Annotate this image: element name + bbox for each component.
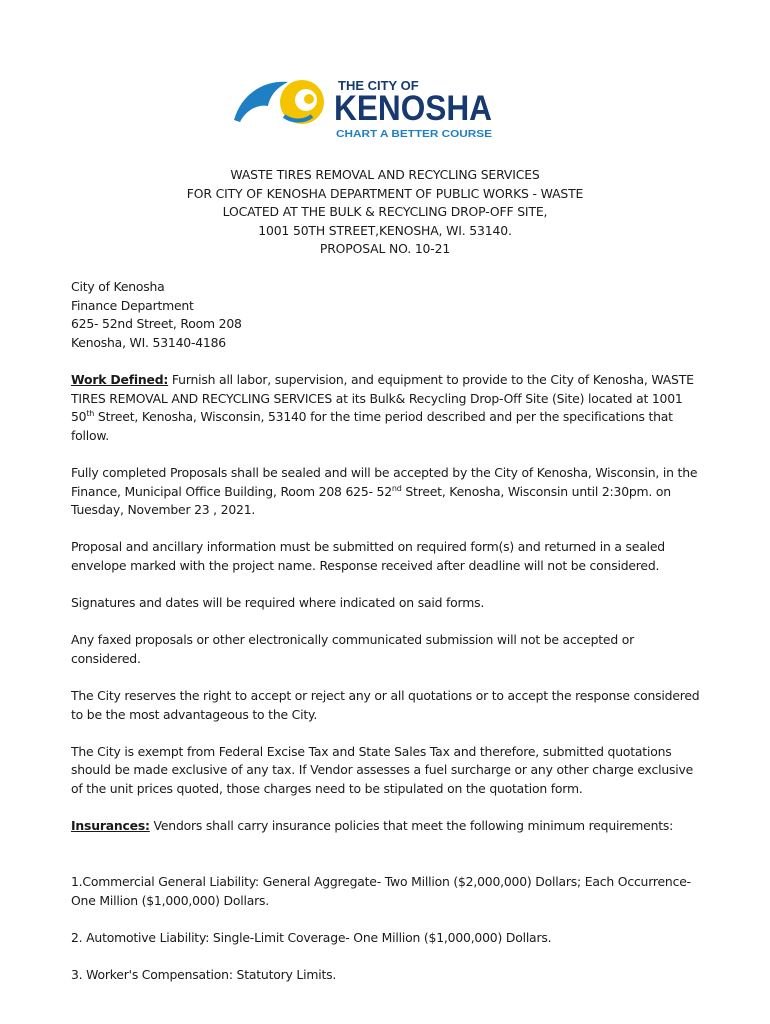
title-line: FOR CITY OF KENOSHA DEPARTMENT OF PUBLIC WORKS - WASTE: [186, 185, 584, 201]
signatures-paragraph: Signatures and dates will be required where indicated on said forms.: [71, 595, 485, 611]
submission-paragraph: Proposal and ancillary information must be submitted on required form(s) and returned in a sealed envelope marked with the project name. Response received after deadline will not be considered.: [71, 539, 665, 573]
document-body: [71, 278, 707, 1003]
insurance-item: 3. Worker's Compensation: Statutory Limits.: [71, 966, 337, 982]
proposal-number: PROPOSAL NO. 10-21: [319, 241, 451, 257]
address-line: Finance Department: [71, 297, 194, 313]
address-line: City of Kenosha: [71, 279, 165, 294]
insurance-item: 2. Automotive Liability: Single-Limit Coverage- One Million ($1,000,000) Dollars.: [71, 929, 552, 945]
work-defined-label: Work Defined:: [71, 371, 169, 387]
rights-paragraph: The City reserves the right to accept or reject any or all quotations or to accept the response considered to be the most advantageous to the City.: [71, 688, 700, 722]
title-line: 1001 50TH STREET,KENOSHA, WI. 53140.: [258, 222, 512, 238]
insurances-label: Insurances:: [71, 818, 150, 834]
work-defined-paragraph: [71, 371, 707, 445]
proposals-text-b: Street, Kenosha, Wisconsin until 2:30pm. on Tuesday, November 23 , 2021.: [71, 483, 671, 518]
recipient-address: [71, 278, 707, 352]
logo-line1: THE CITY OF: [338, 78, 419, 93]
tax-paragraph: The City is exempt from Federal Excise Tax and State Sales Tax and therefore, submitted quotations should be made exclusive of any tax. If Vendor assesses a fuel surcharge or any other charge exclusive of the unit prices quoted, those charges need to be stipulated on the quotation form.: [71, 743, 694, 797]
title-line: WASTE TIRES REMOVAL AND RECYCLING SERVICES: [230, 167, 540, 182]
logo-tagline: CHART A BETTER COURSE: [336, 129, 493, 140]
wave-emblem-icon: [232, 74, 497, 144]
proposals-paragraph: [71, 464, 707, 520]
address-line: Kenosha, WI. 53140-4186: [71, 334, 226, 350]
logo-line2: KENOSHA: [334, 89, 492, 128]
work-text-a: Furnish all labor, supervision, and equipment to provide to the City of Kenosha, WASTE TIRES REMOVAL AND RECYCLING SERVICES at its Bulk& Recycling Drop-Off Site (Site) located at 1001 50: [71, 371, 694, 425]
work-sup: th: [86, 409, 95, 419]
document-title: [60, 166, 710, 259]
title-line: LOCATED AT THE BULK & RECYCLING DROP-OFF SITE,: [222, 204, 548, 220]
insurances-text: Vendors shall carry insurance policies that meet the following minimum requirements:: [149, 818, 674, 834]
insurance-item: 1.Commercial General Liability: General Aggregate- Two Million ($2,000,000) Dollars; Each Occurrence- One Million ($1,000,000) Dollars.: [71, 874, 691, 908]
work-text-b: Street, Kenosha, Wisconsin, 53140 for the time period described and per the specifications that follow.: [71, 409, 673, 443]
insurances-paragraph: [71, 817, 707, 836]
address-line: 625- 52nd Street, Room 208: [71, 316, 242, 332]
city-of-kenosha-logo: [232, 74, 497, 144]
fax-paragraph: Any faxed proposals or other electronically communicated submission will not be accepted or considered.: [71, 632, 635, 666]
proposals-sup: nd: [391, 483, 402, 493]
proposals-text-a: Fully completed Proposals shall be sealed and will be accepted by the City of Kenosha, Wisconsin, in the Finance, Municipal Office Building, Room 208 625- 52: [71, 464, 698, 499]
